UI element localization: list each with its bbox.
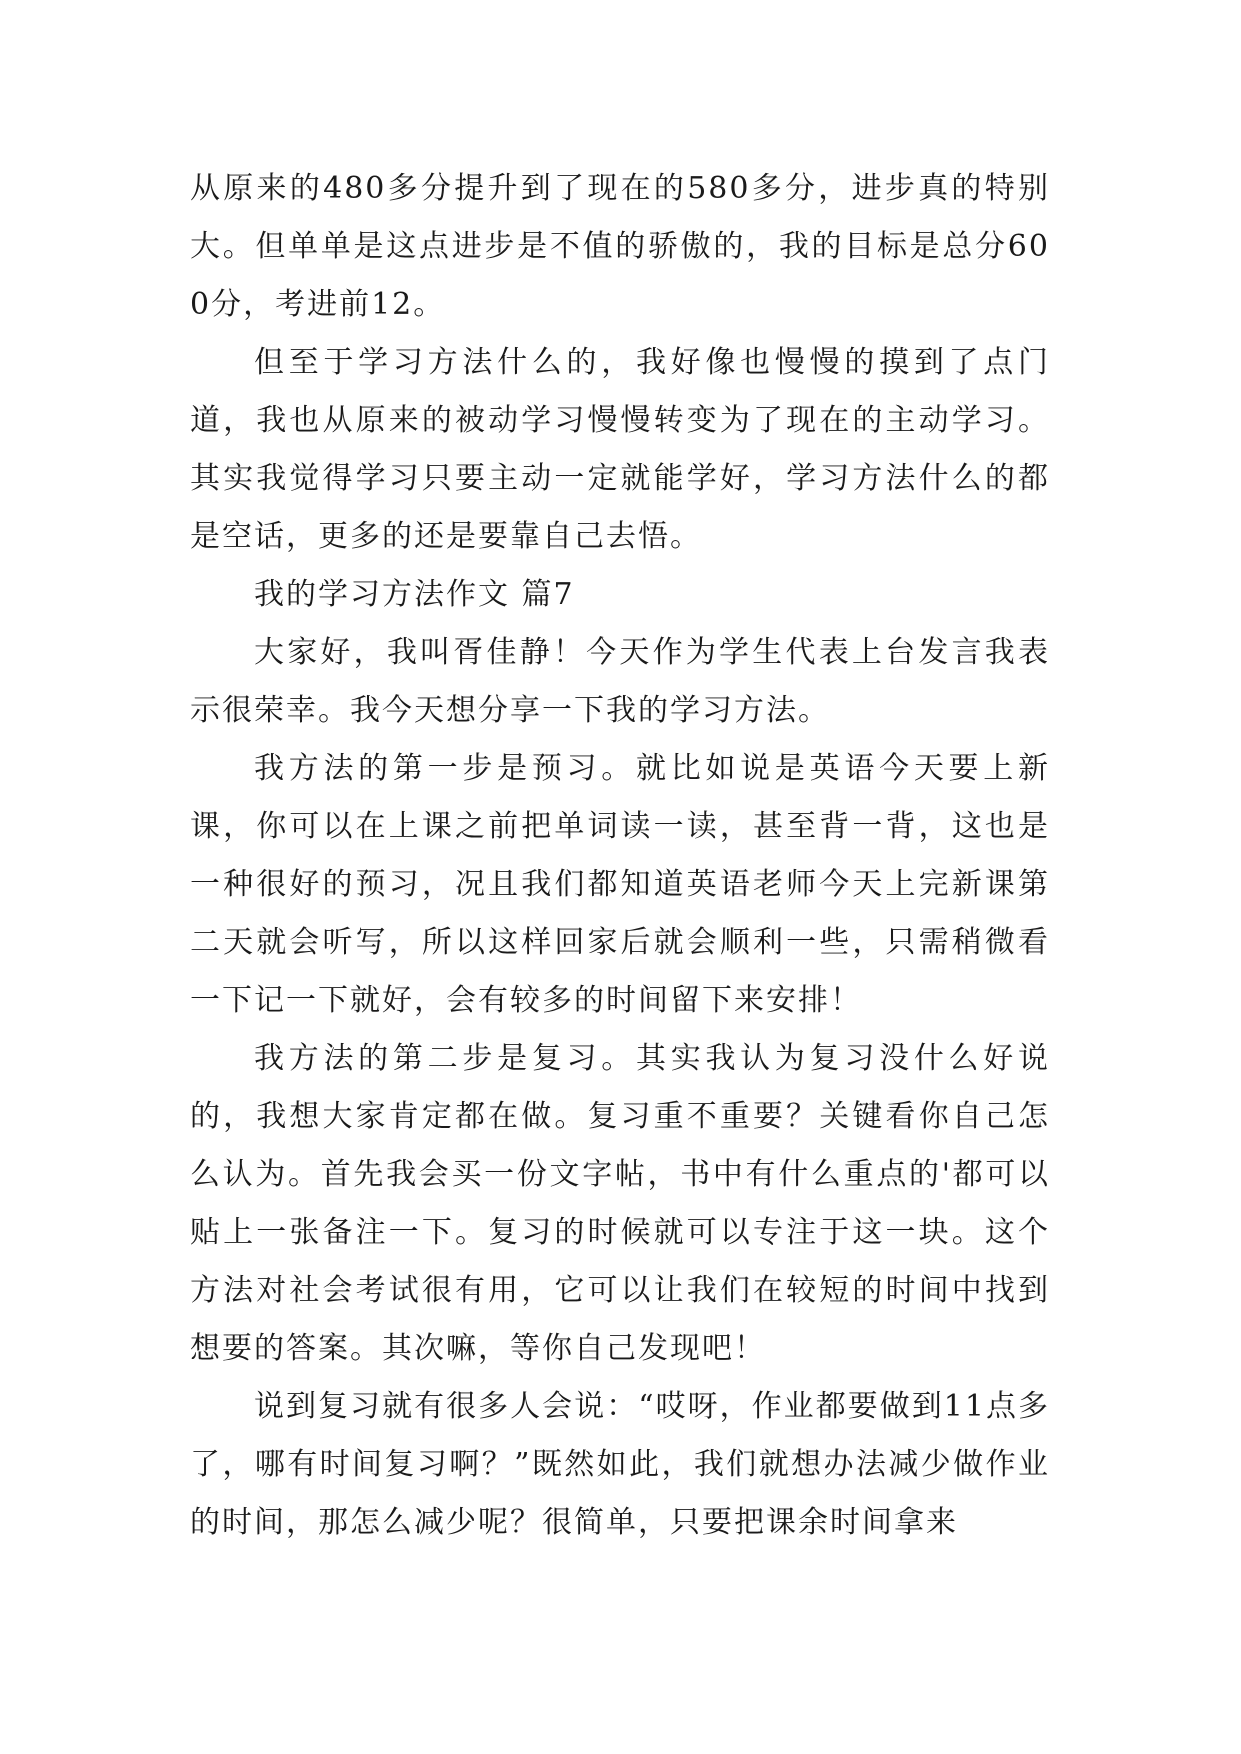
paragraph-body: 说到复习就有很多人会说：“哎呀，作业都要做到11点多了，哪有时间复习啊？”既然如此，我们就想办法减少做作业的时间，那怎么减少呢？很简单，只要把课余时间拿来 — [190, 1389, 1050, 1540]
paragraph-body: 我方法的第二步是复习。其实我认为复习没什么好说的，我想大家肯定都在做。复习重不重要？关键看你自己怎么认为。首先我会买一份文字帖，书中有什么重点的'都可以贴上一张备注一下。复习的时候就可以专注于这一块。这个方法对社会考试很有用，它可以让我们在较短的时间中找到想要的答案。其次嘛，等你自己发现吧！ — [190, 1041, 1050, 1366]
section-heading: 我的学习方法作文 篇7 — [254, 577, 575, 612]
paragraph-body: 我方法的第一步是预习。就比如说是英语今天要上新课，你可以在上课之前把单词读一读，甚至背一背，这也是一种很好的预习，况且我们都知道英语老师今天上完新课第二天就会听写，所以这样回家后就会顺利一些，只需稍微看一下记一下就好，会有较多的时间留下来安排！ — [190, 751, 1050, 1018]
paragraph-body: 但至于学习方法什么的，我好像也慢慢的摸到了点门道，我也从原来的被动学习慢慢转变为了现在的主动学习。其实我觉得学习只要主动一定就能学好，学习方法什么的都是空话，更多的还是要靠自己去悟。 — [190, 345, 1050, 554]
paragraph-body: 大家好，我叫胥佳静！今天作为学生代表上台发言我表示很荣幸。我今天想分享一下我的学习方法。 — [190, 635, 1050, 728]
paragraph-continuation: 从原来的480多分提升到了现在的580多分，进步真的特别大。但单单是这点进步是不值的骄傲的，我的目标是总分600分，考进前12。 — [190, 171, 1050, 322]
document-body — [190, 160, 1050, 1552]
